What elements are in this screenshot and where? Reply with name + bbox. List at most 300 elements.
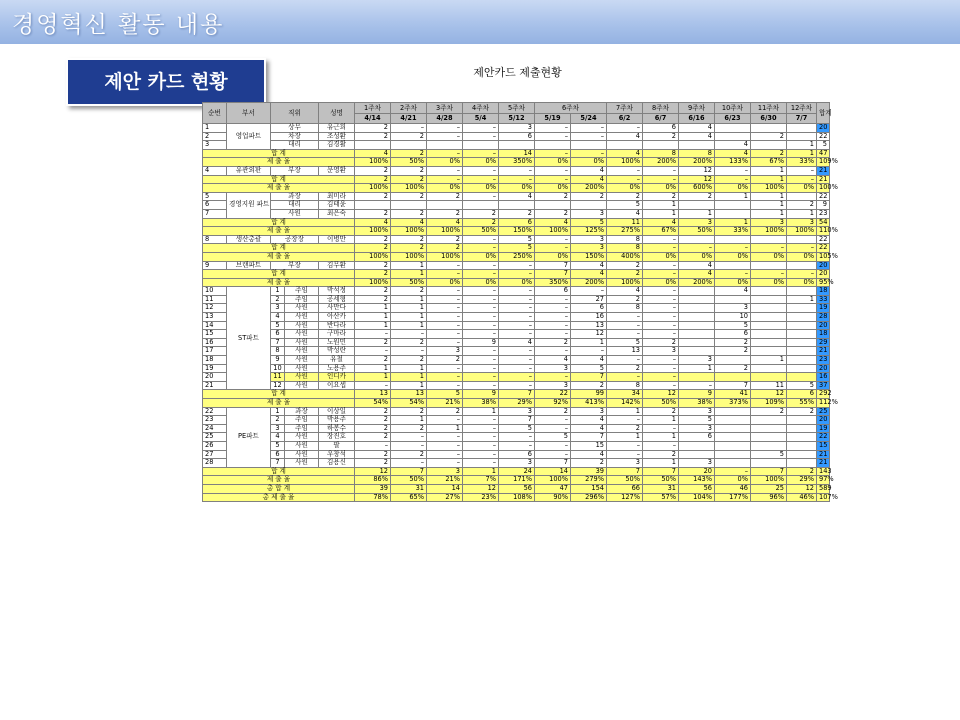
week-value: 16	[571, 313, 607, 322]
week-value: 13	[607, 347, 643, 356]
week-value: 2	[607, 270, 643, 279]
week-value: –	[463, 459, 499, 468]
name-cell: 노용주	[319, 364, 355, 373]
seq-cell: 26	[203, 441, 227, 450]
week-value	[751, 304, 787, 313]
header-date: 6/2	[607, 114, 643, 124]
week-value: –	[643, 304, 679, 313]
position-cell: 주임	[285, 295, 319, 304]
week-value: 33%	[715, 227, 751, 236]
week-value: 5	[787, 381, 817, 390]
week-value: 100%	[427, 227, 463, 236]
week-value: –	[463, 373, 499, 382]
week-value: 0%	[535, 252, 571, 261]
week-value: 8	[607, 235, 643, 244]
week-value: –	[427, 166, 463, 175]
week-value: 100%	[391, 252, 427, 261]
name-cell: 아산카	[319, 313, 355, 322]
week-value	[751, 141, 787, 150]
week-value: –	[643, 321, 679, 330]
header-date: 5/19	[535, 114, 571, 124]
table-row	[203, 141, 830, 150]
week-value: –	[427, 270, 463, 279]
week-value: 1	[391, 304, 427, 313]
week-value: 7	[535, 459, 571, 468]
week-value: 1	[391, 364, 427, 373]
row-label: 제 출 율	[203, 476, 355, 485]
member-index: 12	[271, 381, 285, 390]
week-value: 6	[571, 304, 607, 313]
week-value: –	[751, 270, 787, 279]
row-label: 제 출 율	[203, 184, 355, 193]
week-value: –	[355, 347, 391, 356]
week-value: –	[499, 175, 535, 184]
week-value: –	[571, 287, 607, 296]
week-value	[787, 330, 817, 339]
week-value	[751, 295, 787, 304]
week-value: 2	[355, 270, 391, 279]
seq-cell: 27	[203, 450, 227, 459]
member-index: 11	[271, 373, 285, 382]
week-value: –	[427, 450, 463, 459]
week-value: –	[427, 364, 463, 373]
week-value: 9	[463, 390, 499, 399]
member-index: 6	[271, 450, 285, 459]
week-value: 0%	[463, 184, 499, 193]
position-cell: 사원	[285, 356, 319, 365]
week-value: 2	[427, 209, 463, 218]
week-value: 6	[499, 132, 535, 141]
week-value: 2	[355, 459, 391, 468]
section-badge: 제안 카드 현황	[66, 58, 266, 106]
week-value: –	[499, 261, 535, 270]
header-week: 9주차	[679, 103, 715, 114]
week-value: –	[499, 313, 535, 322]
week-value	[679, 441, 715, 450]
week-value: 0%	[463, 278, 499, 287]
position-cell: 사원	[285, 313, 319, 322]
seq-cell: 19	[203, 364, 227, 373]
week-value: 7	[751, 467, 787, 476]
week-value: 100%	[751, 227, 787, 236]
week-value: –	[643, 244, 679, 253]
week-value: 50%	[643, 476, 679, 485]
week-value	[787, 124, 817, 133]
week-value: 2	[355, 287, 391, 296]
week-value: 34	[607, 390, 643, 399]
header-week: 5주차	[499, 103, 535, 114]
position-cell: 부장	[271, 261, 319, 270]
week-value	[679, 330, 715, 339]
week-value: –	[499, 441, 535, 450]
week-value: 50%	[643, 399, 679, 408]
week-value: –	[607, 124, 643, 133]
week-value: 7	[535, 261, 571, 270]
position-cell: 주임	[285, 416, 319, 425]
position-cell: 사원	[285, 441, 319, 450]
week-value: 1	[355, 373, 391, 382]
week-value: –	[463, 166, 499, 175]
week-value: –	[391, 433, 427, 442]
week-value	[679, 338, 715, 347]
week-value: 250%	[499, 252, 535, 261]
header-seq: 순번	[203, 103, 227, 124]
week-value: 2	[391, 424, 427, 433]
week-value: 3	[499, 124, 535, 133]
row-label: 합 계	[203, 175, 355, 184]
week-value: –	[607, 450, 643, 459]
week-value: –	[427, 441, 463, 450]
name-cell: 김경활	[319, 141, 355, 150]
week-value: –	[499, 347, 535, 356]
week-value: –	[787, 175, 817, 184]
week-value: 54%	[355, 399, 391, 408]
week-value	[715, 450, 751, 459]
row-total: 110%	[817, 227, 830, 236]
week-value: –	[463, 321, 499, 330]
week-value: 4	[607, 287, 643, 296]
week-value: 100%	[751, 184, 787, 193]
row-total: 22	[817, 235, 830, 244]
week-value: 2	[355, 356, 391, 365]
week-value: –	[535, 313, 571, 322]
week-value: 15	[571, 441, 607, 450]
week-value: 296%	[571, 493, 607, 502]
week-value: 7	[391, 467, 427, 476]
week-value: 4	[571, 424, 607, 433]
row-total: 19	[817, 304, 830, 313]
week-value: 200%	[679, 158, 715, 167]
table-row	[203, 381, 830, 390]
week-value: 4	[607, 209, 643, 218]
week-value: 275%	[607, 227, 643, 236]
week-value: 2	[607, 364, 643, 373]
position-cell: 사원	[285, 373, 319, 382]
week-value: 8	[607, 381, 643, 390]
week-value: 21%	[427, 476, 463, 485]
row-total: 5	[817, 141, 830, 150]
header-dept: 부서	[227, 103, 271, 124]
week-value: –	[499, 433, 535, 442]
week-value: 2	[571, 192, 607, 201]
week-value: 5	[499, 424, 535, 433]
week-value: 0%	[607, 184, 643, 193]
week-value: 5	[607, 338, 643, 347]
week-value: 1	[751, 356, 787, 365]
week-value: –	[643, 356, 679, 365]
seq-cell: 2	[203, 132, 227, 141]
week-value: 2	[427, 244, 463, 253]
week-value: –	[607, 321, 643, 330]
week-value	[715, 433, 751, 442]
row-total: 112%	[817, 399, 830, 408]
week-value: 39	[355, 484, 391, 493]
position-cell: 공장장	[271, 235, 319, 244]
week-value: –	[787, 244, 817, 253]
week-value: 0%	[427, 184, 463, 193]
week-value: 1	[751, 209, 787, 218]
name-cell: 팔	[319, 441, 355, 450]
row-total: 20	[817, 270, 830, 279]
week-value: 7%	[463, 476, 499, 485]
seq-cell: 25	[203, 433, 227, 442]
row-total: 22	[817, 192, 830, 201]
week-value: 2	[355, 338, 391, 347]
week-value: 100%	[427, 252, 463, 261]
week-value: 99	[571, 390, 607, 399]
week-value: 104%	[679, 493, 715, 502]
week-value: 33%	[787, 158, 817, 167]
week-value: 2	[607, 424, 643, 433]
week-value: 4	[571, 270, 607, 279]
week-value: 4	[535, 356, 571, 365]
week-value: 66	[607, 484, 643, 493]
week-value: 1	[715, 218, 751, 227]
week-value: 12	[355, 467, 391, 476]
week-value: 3	[535, 381, 571, 390]
week-value: 8	[679, 149, 715, 158]
row-total: 54	[817, 218, 830, 227]
week-value	[499, 141, 535, 150]
week-value: –	[391, 124, 427, 133]
table-row	[203, 235, 830, 244]
week-value: 2	[391, 356, 427, 365]
week-value: 1	[391, 373, 427, 382]
week-value: –	[463, 304, 499, 313]
week-value: 1	[571, 338, 607, 347]
name-cell: 노원민	[319, 338, 355, 347]
week-value	[751, 124, 787, 133]
week-value: 2	[391, 192, 427, 201]
week-value	[787, 450, 817, 459]
proposal-card-table	[202, 102, 838, 502]
week-value: 4	[643, 218, 679, 227]
week-value	[535, 141, 571, 150]
week-value: 23%	[463, 493, 499, 502]
week-value: 3	[679, 407, 715, 416]
week-value: 2	[607, 192, 643, 201]
week-value: 0%	[715, 278, 751, 287]
week-value: –	[715, 467, 751, 476]
week-value: –	[643, 330, 679, 339]
week-value: 6	[499, 450, 535, 459]
week-value: 350%	[499, 158, 535, 167]
week-value: 67%	[751, 158, 787, 167]
week-value: 5	[679, 416, 715, 425]
week-value: 5	[427, 390, 463, 399]
week-value: 12	[787, 484, 817, 493]
week-value: 7	[643, 467, 679, 476]
week-value: 2	[355, 295, 391, 304]
header-date: 5/4	[463, 114, 499, 124]
week-value: –	[499, 364, 535, 373]
week-value: 2	[607, 261, 643, 270]
week-value: 2	[715, 338, 751, 347]
week-value	[787, 364, 817, 373]
seq-cell: 21	[203, 381, 227, 390]
week-value: 5	[607, 201, 643, 210]
row-label: 총 합 계	[203, 484, 355, 493]
week-value: 10	[715, 313, 751, 322]
name-cell: 김용신	[319, 459, 355, 468]
week-value: 6	[499, 218, 535, 227]
dept-cell: 유관외판	[227, 166, 271, 175]
row-total: 105%	[817, 252, 830, 261]
week-value: 1	[643, 209, 679, 218]
week-value: 0%	[535, 158, 571, 167]
week-value	[751, 330, 787, 339]
week-value: 2	[355, 416, 391, 425]
week-value: –	[427, 433, 463, 442]
week-value: 2	[427, 407, 463, 416]
member-index: 1	[271, 287, 285, 296]
name-cell: 박성란	[319, 347, 355, 356]
week-value: 279%	[571, 476, 607, 485]
week-value: 4	[571, 450, 607, 459]
row-total: 143	[817, 467, 830, 476]
week-value: 7	[715, 381, 751, 390]
week-value: 0%	[499, 184, 535, 193]
position-cell: 사원	[285, 304, 319, 313]
week-value: 2	[679, 192, 715, 201]
week-value: –	[463, 416, 499, 425]
member-index: 7	[271, 459, 285, 468]
week-value: 38%	[679, 399, 715, 408]
week-value: –	[463, 364, 499, 373]
week-value: 2	[427, 356, 463, 365]
week-value: 0%	[751, 252, 787, 261]
rate-row	[203, 227, 830, 236]
week-value: 4	[391, 218, 427, 227]
week-value: 6	[715, 330, 751, 339]
seq-cell: 7	[203, 209, 227, 218]
week-value: –	[427, 175, 463, 184]
week-value: 2	[571, 381, 607, 390]
seq-cell: 15	[203, 330, 227, 339]
week-value: –	[751, 244, 787, 253]
member-index: 8	[271, 347, 285, 356]
week-value	[751, 338, 787, 347]
week-value: 1	[391, 416, 427, 425]
week-value: 31	[391, 484, 427, 493]
position-cell: 사원	[285, 338, 319, 347]
week-value: 9	[463, 338, 499, 347]
dept-cell: 영업파트	[227, 124, 271, 150]
week-value: 1	[787, 295, 817, 304]
week-value: –	[391, 347, 427, 356]
row-total: 18	[817, 287, 830, 296]
week-value	[391, 141, 427, 150]
week-value: –	[643, 364, 679, 373]
week-value	[715, 416, 751, 425]
week-value: 2	[391, 209, 427, 218]
row-total: 28	[817, 313, 830, 322]
row-total: 100%	[817, 184, 830, 193]
week-value: 7	[607, 467, 643, 476]
table-row	[203, 261, 830, 270]
week-value: 14	[535, 467, 571, 476]
week-value: 413%	[571, 399, 607, 408]
header-week: 7주차	[607, 103, 643, 114]
week-value: –	[535, 373, 571, 382]
week-value: 2	[643, 192, 679, 201]
week-value	[787, 416, 817, 425]
week-value: 1	[463, 407, 499, 416]
week-value: 11	[607, 218, 643, 227]
row-label: 합 계	[203, 149, 355, 158]
week-value: –	[463, 433, 499, 442]
week-value: 12	[463, 484, 499, 493]
week-value: 6	[643, 124, 679, 133]
row-total: 21	[817, 175, 830, 184]
week-value: –	[607, 330, 643, 339]
week-value: –	[463, 356, 499, 365]
week-value: 100%	[355, 158, 391, 167]
week-value: 13	[355, 390, 391, 399]
week-value	[679, 141, 715, 150]
week-value: 2	[535, 209, 571, 218]
week-value: 4	[571, 175, 607, 184]
week-value: 0%	[751, 278, 787, 287]
week-value: 55%	[787, 399, 817, 408]
header-week: 8주차	[643, 103, 679, 114]
week-value: –	[427, 416, 463, 425]
week-value: 2	[391, 175, 427, 184]
table-row	[203, 313, 830, 322]
header-week: 12주차	[787, 103, 817, 114]
title-bar	[0, 0, 960, 44]
table-row	[203, 124, 830, 133]
week-value	[787, 441, 817, 450]
week-value: –	[535, 295, 571, 304]
week-value: –	[643, 166, 679, 175]
week-value: 7	[571, 373, 607, 382]
week-value: –	[355, 330, 391, 339]
week-value: –	[355, 441, 391, 450]
week-value	[715, 124, 751, 133]
member-index: 6	[271, 330, 285, 339]
week-value: –	[427, 338, 463, 347]
row-total: 20	[817, 261, 830, 270]
week-value: 3	[571, 209, 607, 218]
name-cell: 조성환	[319, 132, 355, 141]
week-value: –	[463, 192, 499, 201]
week-value: –	[499, 295, 535, 304]
week-value: 0%	[679, 252, 715, 261]
seq-cell: 23	[203, 416, 227, 425]
member-index: 4	[271, 433, 285, 442]
name-cell: 최은숙	[319, 209, 355, 218]
seq-cell: 24	[203, 424, 227, 433]
week-value: 0%	[787, 252, 817, 261]
row-total: 107%	[817, 493, 830, 502]
week-value: –	[427, 295, 463, 304]
week-value: 5	[751, 450, 787, 459]
position-cell: 과장	[285, 407, 319, 416]
week-value: 1	[643, 433, 679, 442]
week-value	[355, 141, 391, 150]
week-value	[679, 313, 715, 322]
week-value	[751, 433, 787, 442]
week-value: 50%	[463, 227, 499, 236]
week-value: 1	[643, 201, 679, 210]
week-value: 4	[355, 149, 391, 158]
week-value: 27%	[427, 493, 463, 502]
week-value: 0%	[787, 184, 817, 193]
seq-cell: 14	[203, 321, 227, 330]
name-cell: 김무환	[319, 261, 355, 270]
week-value: –	[463, 270, 499, 279]
